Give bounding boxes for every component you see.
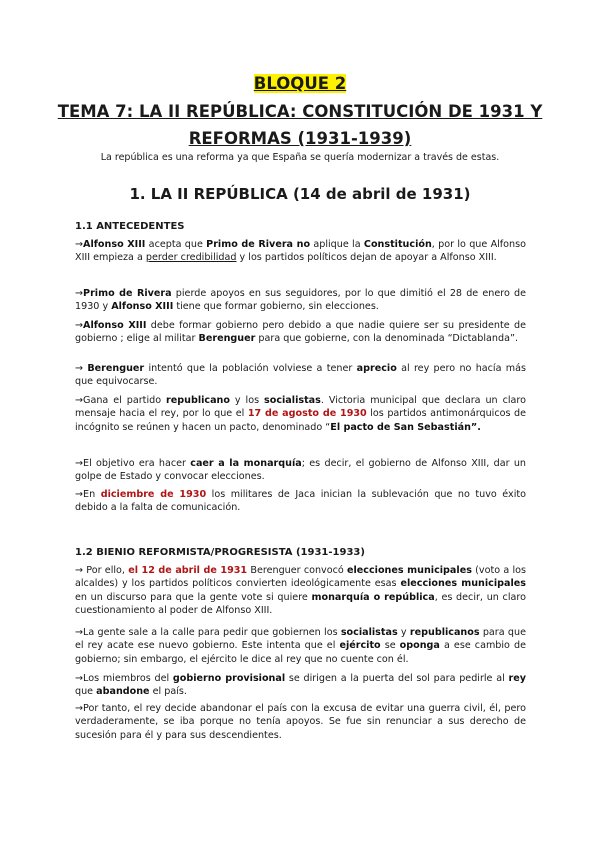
text-run: (voto a los alcaldes) y los partidos políticos convierten ideológicamente esas [75,565,526,590]
text-run: . Victoria municipal que declara un claro mensaje hacia el rey, por lo que el [75,395,526,420]
text-run: en un discurso para que la gente vote si quiere [75,591,312,603]
text-run: debe formar gobierno pero debido a que nadie quiere ser su presidente de gobierno ; elige al militar [75,320,526,345]
arrow-glyph: → [75,320,84,331]
text-run: y los [229,395,265,406]
bold-term: Alfonso XIII [83,320,147,331]
bold-term: ejército [339,640,381,652]
arrow-glyph: → [75,239,84,250]
text-run: y [397,627,410,638]
text-run: los partidos antimonárquicos de incógnito se reúnen y hacen un pacto, denominado “ [75,408,526,433]
antecedentes-paragraph-7 [75,488,526,515]
text-run: se [380,640,400,652]
antecedentes-paragraph-6 [75,457,526,484]
subsection-antecedentes-title: 1.1 ANTECEDENTES [75,221,185,232]
arrow-glyph: → [75,288,84,299]
bienio-paragraph-1 [75,564,526,617]
bold-term: abandone [96,686,150,698]
antecedentes-paragraph-5 [75,394,526,434]
bold-term: caer a la monarquía [190,458,302,469]
text-run: , por lo que Alfonso XIII empieza a [75,239,527,264]
topic-title: TEMA 7: LA II REPÚBLICA: CONSTITUCIÓN DE 1931 Y REFORMAS (1931-1939) [57,102,543,148]
highlighted-date: 17 de agosto de 1930 [247,408,367,420]
text-run: los militares de Jaca inician la sublevación que no tuvo éxito debido a la falta de comunicación. [75,489,526,514]
bold-term: republicanos [409,627,480,638]
subsection-bienio-title: 1.2 BIENIO REFORMISTA/PROGRESISTA (1931-1933) [75,547,365,558]
bold-term: oponga [399,640,440,652]
arrow-glyph: →El objetivo era hacer [75,458,191,469]
highlighted-date: el 12 de abril de 1931 [128,565,248,576]
text-run: para que el rey acate ese nuevo gobierno. Este intenta que el [75,627,526,652]
text-run: se dirigen a la puerta del sol para pedirle al [285,673,509,684]
bold-term: aprecio [356,363,397,374]
bienio-paragraph-4 [75,702,526,742]
bold-term: republicano [166,395,230,406]
bold-term: socialistas [340,627,398,638]
bold-term: El pacto de San Sebastián”. [330,421,481,433]
bold-term: Berenguer [87,363,145,374]
text-run: acepta que [145,239,207,250]
bold-term: Primo de Rivera no [206,239,311,250]
antecedentes-paragraph-4 [75,362,526,389]
bold-term: monarquía o república [311,591,435,603]
intro-text: La república es una reforma ya que España se quería modernizar a través de estas. [100,152,500,163]
arrow-glyph: → [75,363,88,374]
text-run: y los partidos políticos dejan de apoyar a Alfonso XIII. [236,252,497,264]
antecedentes-paragraph-1 [75,238,526,265]
text-run: el país. [149,686,187,698]
text-run: intentó que la población volviese a tener [144,363,357,374]
antecedentes-paragraph-2 [75,287,526,314]
arrow-glyph: →Los miembros del [75,673,173,684]
text-run: que [75,686,97,698]
text-run: tiene que formar gobierno, sin elecciones. [173,301,379,313]
text-run: aplique la [310,239,364,250]
highlighted-date: diciembre de 1930 [100,489,207,500]
bold-term: Berenguer [198,333,256,345]
text-run: ; es decir, el gobierno de Alfonso XIII, dar un golpe de Estado y convocar elecciones. [75,458,526,483]
text-run: , es decir, un claro cuestionamiento al poder de Alfonso XIII. [75,591,526,616]
bold-term: gobierno provisional [172,673,286,684]
text-run: pierde apoyos en sus seguidores, por lo que dimitió el 28 de enero de 1930 y [75,288,527,313]
text-run: Berenguer convocó [247,565,347,576]
underlined-term: perder credibilidad [145,252,237,264]
bold-term: Primo de Rivera [83,288,172,299]
arrow-glyph: → Por ello, [75,565,129,576]
section-title: 1. LA II REPÚBLICA (14 de abril de 1931) [129,185,471,203]
block-heading-text: BLOQUE 2 [253,74,347,93]
block-heading [0,74,600,93]
text-run: a ese cambio de gobierno; sin embargo, el ejército le dice al rey que no cuente con él. [75,640,526,665]
text-run: →Por tanto, el rey decide abandonar el país con la excusa de evitar una guerra civil, él, pero verdaderamente, se iba porque no tenía apoyos. Se fue sin renunciar a sus derecho de sucesión para él y para sus descendientes. [75,703,526,741]
bold-term: socialistas [264,395,321,406]
arrow-glyph: →Gana el partido [75,395,167,406]
bold-term: Constitución [363,239,432,250]
bienio-paragraph-2 [75,626,526,666]
antecedentes-paragraph-3 [75,319,526,346]
bold-term: Alfonso XIII [111,301,174,313]
text-run: al rey pero no hacía más que equivocarse. [75,363,527,388]
bold-term: Alfonso XIII [83,239,146,250]
bold-term: elecciones municipales [347,565,472,576]
arrow-glyph: →La gente sale a la calle para pedir que gobiernen los [75,627,341,638]
text-run: para que gobierne, con la denominada “Dictablanda”. [255,333,518,345]
arrow-glyph: →En [75,489,101,500]
bold-term: elecciones municipales [400,578,526,590]
bienio-paragraph-3 [75,672,526,699]
bold-term: rey [508,673,526,684]
